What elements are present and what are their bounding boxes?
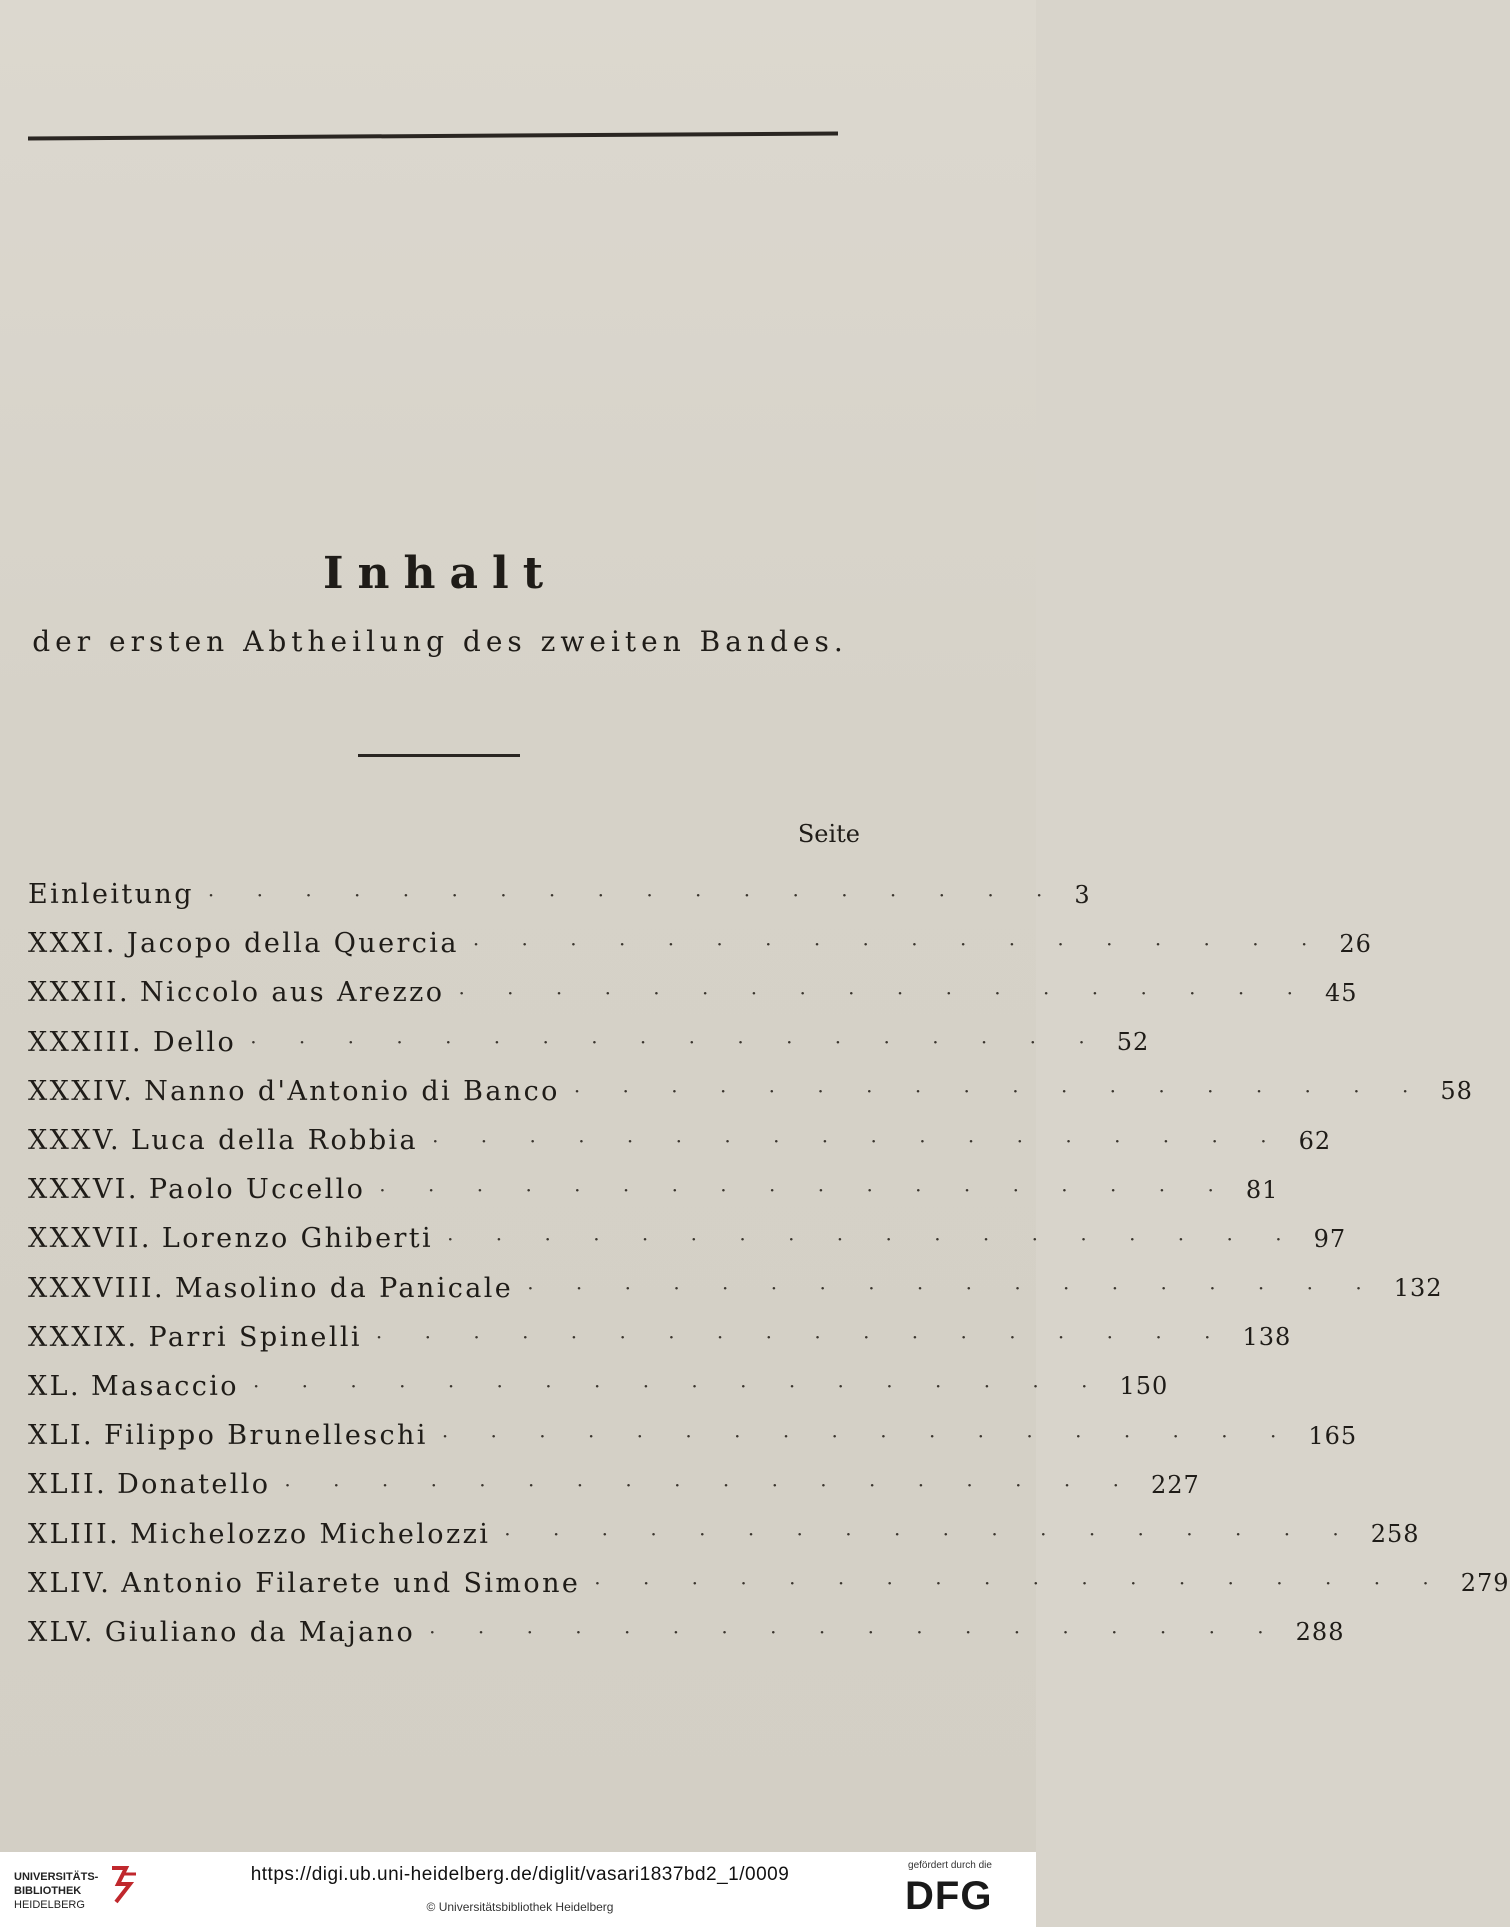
toc-entry-title: Lorenzo Ghiberti <box>161 1223 434 1255</box>
toc-entry-title: Antonio Filarete und Simone <box>121 1567 581 1599</box>
toc-entry-title: Masolino da Panicale <box>174 1272 514 1304</box>
toc-entry-title: Parri Spinelli <box>148 1321 362 1353</box>
copyright-notice: © Universitätsbibliothek Heidelberg <box>426 1900 614 1914</box>
toc-leader-dots: · · · · · · · · · · · · · · · · · · <box>594 1571 1447 1596</box>
toc-leader-dots: · · · · · · · · · · · · · · · · · · <box>379 1177 1232 1202</box>
toc-entry-number: XLII. <box>28 1469 108 1501</box>
toc-entry <box>28 919 1372 968</box>
toc-entry-number: XXXVIII. <box>28 1272 165 1304</box>
institution-name-line1: UNIVERSITÄTS- <box>14 1871 99 1883</box>
toc-entry <box>28 1165 1279 1214</box>
page-column-header: Seite <box>797 820 860 848</box>
toc-leader-dots: · · · · · · · · · · · · · · · · · · <box>284 1472 1137 1497</box>
toc-entry-page: 227 <box>1150 1470 1200 1499</box>
toc-entry-title: Nanno d'Antonio di Banco <box>144 1075 560 1107</box>
toc-entry-page: 138 <box>1242 1323 1292 1352</box>
toc-entry-title: Dello <box>153 1026 237 1058</box>
toc-entry-number: XXXIII. <box>28 1026 144 1058</box>
toc-entry-number: XXXIV. <box>28 1075 135 1107</box>
institution-name-line2: BIBLIOTHEK <box>14 1885 82 1897</box>
top-rule <box>28 132 838 141</box>
toc-entry <box>28 1116 1332 1165</box>
toc-entry-number: XLV. <box>28 1616 95 1648</box>
toc-entry-number: XLIV. <box>28 1567 112 1599</box>
toc-entry <box>28 1608 1345 1657</box>
page-subtitle: der ersten Abtheilung des zweiten Bandes. <box>32 625 848 658</box>
toc-leader-dots: · · · · · · · · · · · · · · · · · · <box>458 980 1311 1005</box>
toc-entry-title: Giuliano da Majano <box>104 1616 416 1648</box>
toc-entry-page: 3 <box>1074 880 1091 909</box>
toc-entry-page: 26 <box>1339 929 1372 958</box>
toc-entry <box>28 1460 1200 1509</box>
toc-entry-page: 97 <box>1313 1224 1347 1253</box>
divider-rule <box>358 754 520 757</box>
toc-entry-page: 165 <box>1308 1421 1358 1450</box>
toc-leader-dots: · · · · · · · · · · · · · · · · · · <box>375 1325 1229 1350</box>
toc-entry-title: Jacopo della Quercia <box>126 928 459 960</box>
toc-entry-title: Filippo Brunelleschi <box>104 1420 428 1452</box>
toc-entry-number: XXXVI. <box>28 1174 139 1206</box>
toc-leader-dots: · · · · · · · · · · · · · · · · · · <box>429 1620 1282 1645</box>
toc-entry-title: Paolo Uccello <box>148 1174 366 1206</box>
dfg-logo[interactable]: DFG <box>905 1874 993 1918</box>
toc-entry <box>28 1264 1443 1313</box>
toc-entry <box>28 1313 1292 1362</box>
table-of-contents <box>28 870 1510 1657</box>
permalink-url[interactable]: https://digi.ub.uni-heidelberg.de/diglit/vasari1837bd2_1/0009 <box>250 1864 790 1885</box>
toc-leader-dots: · · · · · · · · · · · · · · · · · · <box>527 1276 1380 1301</box>
toc-entry-title: Niccolo aus Arezzo <box>139 977 445 1009</box>
toc-entry-title: Einleitung <box>28 879 194 911</box>
toc-entry-number: XLIII. <box>28 1518 121 1550</box>
toc-entry <box>28 1362 1169 1411</box>
toc-leader-dots: · · · · · · · · · · · · · · · · · · <box>441 1423 1295 1448</box>
toc-leader-dots: · · · · · · · · · · · · · · · · · · <box>432 1128 1285 1153</box>
page-title: Inhalt <box>322 548 558 599</box>
toc-entry-number: XXXV. <box>28 1125 122 1157</box>
toc-entry-page: 62 <box>1298 1126 1332 1155</box>
toc-entry-page: 45 <box>1324 978 1358 1007</box>
toc-entry <box>28 1559 1510 1608</box>
toc-entry-title: Masaccio <box>90 1370 239 1402</box>
toc-entry-number: XL. <box>28 1370 81 1402</box>
toc-entry-page: 58 <box>1440 1077 1473 1106</box>
university-seal-icon <box>108 1864 140 1904</box>
toc-entry-page: 132 <box>1393 1274 1443 1303</box>
toc-leader-dots: · · · · · · · · · · · · · · · · · · <box>207 882 1061 907</box>
toc-entry-number: XXXI. <box>28 928 117 960</box>
toc-entry-page: 279 <box>1460 1569 1510 1598</box>
toc-entry-page: 288 <box>1295 1618 1345 1647</box>
toc-entry-page: 52 <box>1116 1028 1150 1057</box>
toc-leader-dots: · · · · · · · · · · · · · · · · · · <box>252 1374 1106 1399</box>
toc-leader-dots: · · · · · · · · · · · · · · · · · · <box>504 1522 1357 1547</box>
toc-entry <box>28 870 1091 919</box>
toc-leader-dots: · · · · · · · · · · · · · · · · · · <box>250 1030 1103 1055</box>
toc-entry <box>28 1067 1473 1116</box>
toc-entry-number: XXXIX. <box>28 1321 139 1353</box>
toc-entry <box>28 1214 1347 1263</box>
toc-entry <box>28 1018 1150 1067</box>
toc-entry-page: 81 <box>1245 1175 1279 1204</box>
viewer-footer <box>0 1852 1036 1927</box>
toc-entry-title: Michelozzo Michelozzi <box>130 1518 491 1550</box>
toc-entry-page: 258 <box>1370 1520 1420 1549</box>
funding-note: gefördert durch die <box>908 1860 992 1871</box>
toc-entry-title: Luca della Robbia <box>131 1125 419 1157</box>
toc-entry <box>28 968 1358 1017</box>
toc-entry <box>28 1509 1420 1558</box>
toc-entry-page: 150 <box>1119 1372 1169 1401</box>
toc-entry-number: XXXII. <box>28 977 130 1009</box>
toc-leader-dots: · · · · · · · · · · · · · · · · · · <box>472 931 1326 956</box>
toc-leader-dots: · · · · · · · · · · · · · · · · · · <box>573 1079 1427 1104</box>
toc-entry <box>28 1411 1358 1460</box>
toc-leader-dots: · · · · · · · · · · · · · · · · · · <box>447 1226 1300 1251</box>
toc-entry-number: XLI. <box>28 1420 94 1452</box>
institution-name-line3: HEIDELBERG <box>14 1899 85 1911</box>
toc-entry-number: XXXVII. <box>28 1223 152 1255</box>
toc-entry-title: Donatello <box>117 1469 271 1501</box>
